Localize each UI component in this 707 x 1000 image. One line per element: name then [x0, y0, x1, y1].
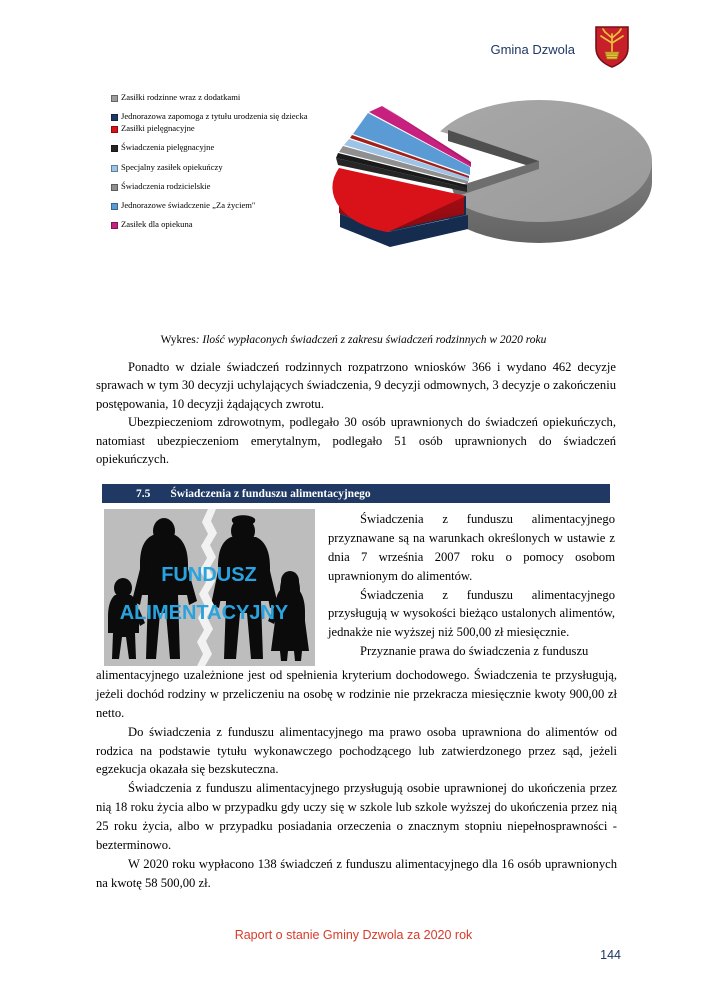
paragraph: Przyznanie prawa do świadczenia z funduszu: [360, 644, 589, 659]
legend-swatch-icon: [111, 203, 118, 210]
legend-label: Świadczenia pielęgnacyjne: [121, 142, 215, 153]
legend-label: Świadczenia rodzicielskie: [121, 180, 211, 191]
body-text-lower: [96, 666, 617, 893]
legend-swatch-icon: [111, 126, 118, 133]
coat-of-arms-icon: [595, 26, 629, 68]
legend-label: Jednorazowe świadczenie „Za życiem'': [121, 199, 256, 210]
svg-text:FUNDUSZ: FUNDUSZ: [161, 564, 257, 586]
body-text-upper: [96, 358, 616, 468]
paragraph: Ubezpieczeniom zdrowotnym, podlegało 30 osób uprawnionych do świadczeń opiekuńczych, natomiast ubezpieczeniom emerytalnym, podlegało 51 osób uprawnionych do świadczeń opiekuńczych.: [96, 415, 616, 466]
page-header: [0, 22, 707, 74]
pie-chart-3d: [330, 96, 675, 286]
paragraph: Ponadto w dziale świadczeń rodzinnych rozpatrzono wniosków 366 i wydano 462 decyzje sprawach w tym 30 decyzji uchylających świadczenia, 9 decyzji odmownych, 3 decyzje o zakończeniu postępowania, 10 decyzji żądających zwrotu.: [96, 360, 616, 411]
legend-swatch-icon: [111, 95, 118, 102]
legend-label: Specjalny zasiłek opiekuńczy: [121, 161, 223, 172]
fundusz-alimentacyjny-image: [104, 509, 315, 666]
paragraph: W 2020 roku wypłacono 138 świadczeń z funduszu alimentacyjnego dla 16 osób uprawnionych na kwotę 58 500,00 zł.: [96, 856, 617, 890]
section-title: Świadczenia z funduszu alimentacyjnego: [170, 487, 371, 500]
legend-item: [111, 142, 361, 152]
chart-legend: [111, 92, 361, 238]
body-text-wrapped: [328, 510, 615, 661]
legend-swatch-icon: [111, 222, 118, 229]
page-footer: [0, 928, 707, 988]
legend-swatch-icon: [111, 145, 118, 152]
legend-item: [111, 181, 361, 191]
page-number: 144: [600, 948, 621, 962]
legend-label: Zasiłki pielęgnacyjne: [121, 123, 195, 134]
legend-label: Zasiłek dla opiekuna: [121, 218, 193, 229]
legend-item: [111, 162, 361, 172]
svg-text:ALIMENTACYJNY: ALIMENTACYJNY: [119, 602, 289, 624]
paragraph: alimentacyjnego uzależnione jest od spełnienia kryterium dochodowego. Świadczenia te przysługują, jeżeli dochód rodziny w przeliczeniu na osobę w rodzinie nie przekracza miesięcznie kwoty 900,00 zł netto.: [96, 668, 617, 720]
chart-caption-lead: Wykres: [160, 334, 196, 346]
footer-text: Raport o stanie Gminy Dzwola za 2020 rok: [234, 928, 473, 942]
legend-swatch-icon: [111, 165, 118, 172]
page-title: Gmina Dzwola: [490, 42, 575, 57]
legend-item: [111, 92, 361, 102]
section-number: 7.5: [136, 487, 151, 500]
legend-item: [111, 219, 361, 229]
paragraph: Świadczenia z funduszu alimentacyjnego przysługują w wysokości bieżąco ustalonych alimentów, jednakże nie wyższej niż 500,00 zł miesięcznie.: [328, 587, 615, 640]
chart-caption: [0, 334, 707, 346]
paragraph: Świadczenia z funduszu alimentacyjnego przyznawane są na warunkach określonych w ustawie z dnia 7 września 2007 roku o pomocy osobom uprawnionym do alimentów.: [328, 512, 615, 583]
legend-item: [111, 111, 361, 121]
legend-item: [111, 200, 361, 210]
section-heading: [102, 484, 610, 503]
chart-figure: [0, 88, 707, 318]
legend-item: [111, 123, 361, 133]
legend-swatch-icon: [111, 184, 118, 191]
legend-label: Zasiłki rodzinne wraz z dodatkami: [121, 92, 241, 102]
chart-caption-text: : Ilość wypłaconych świadczeń z zakresu świadczeń rodzinnych w 2020 roku: [195, 334, 547, 346]
paragraph: Świadczenia z funduszu alimentacyjnego przysługują osobie uprawnionej do ukończenia przez nią 18 roku życia albo w przypadku gdy uczy się w szkole lub szkole wyższej do ukończenia przez nią 25 roku życia, albo w przypadku posiadania orzeczenia o znacznym stopniu niepełnosprawności - bezterminowo.: [96, 781, 617, 853]
paragraph: Do świadczenia z funduszu alimentacyjnego ma prawo osoba uprawniona do alimentów od rodzica na podstawie tytułu wykonawczego pochodzącego lub zatwierdzonego przez sąd, jeżeli egzekucja okazała się bezskuteczna.: [96, 724, 617, 777]
legend-label: Jednorazowa zapomoga z tytułu urodzenia się dziecka: [121, 111, 308, 122]
legend-swatch-icon: [111, 114, 118, 121]
